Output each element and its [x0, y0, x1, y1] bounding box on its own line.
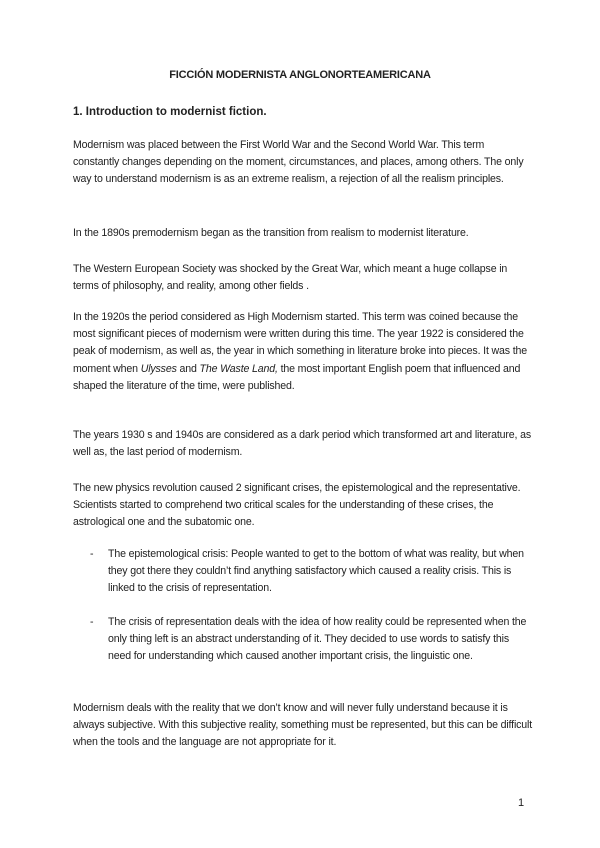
bullet-marker: - — [90, 548, 94, 560]
bullet-text-epistemological: The epistemological crisis: People wanted to get to the bottom of what was reality, but when they got there they couldn’t find anything satisfactory which caused a reality crisis. This is linked to the crisis of representation. — [108, 548, 524, 595]
page-number: 1 — [518, 797, 525, 809]
waste-land-title: The Waste Land, — [199, 362, 278, 375]
ulysses-title: Ulysses — [140, 362, 177, 375]
document-title: FICCIÓN MODERNISTA ANGLONORTEAMERICANA — [169, 69, 431, 81]
paragraph-physics-revolution: The new physics revolution caused 2 significant crises, the epistemological and the representative. Scientists started to comprehend two critical scales for the understanding of these crises, the astrological one and the subatomic one. — [73, 482, 521, 529]
paragraph-subjective-reality: Modernism deals with the reality that we don’t know and will never fully understand because it is always subjective. With this subjective reality, something must be represented, but this can be difficult when the tools and the language are not appropriate for it. — [73, 702, 533, 749]
bullet-marker: - — [90, 616, 94, 628]
paragraph-great-war: The Western European Society was shocked by the Great War, which meant a huge collapse in terms of philosophy, and reality, among other fields . — [73, 263, 508, 293]
paragraph-dark-period: The years 1930 s and 1940s are considered as a dark period which transformed art and literature, as well as, the last period of modernism. — [73, 429, 532, 459]
paragraph-modernism-definition: Modernism was placed between the First World War and the Second World War. This term constantly changes depending on the moment, circumstances, and places, among others. The only way to understand modernism is as an extreme realism, a rejection of all the realism principles. — [73, 139, 524, 186]
p4-text-end: the most important English poem that influenced and shaped the literature of the time, were published. — [73, 362, 521, 392]
section-heading: 1. Introduction to modernist fiction. — [73, 106, 267, 118]
paragraph-high-modernism — [73, 309, 533, 395]
paragraph-premodernism: In the 1890s premodernism began as the transition from realism to modernist literature. — [73, 227, 469, 239]
p4-text-start: In the 1920s the period considered as High Modernism started. This term was coined because the most significant pieces of modernism were written during this time. The year 1922 is considered the peak of modernism, as well as, the year in which something in literature broke into pieces. It was the moment when — [73, 311, 527, 375]
bullet-text-representation: The crisis of representation deals with the idea of how reality could be represented when the only thing left is an abstract understanding of it. They decided to use words to satisfy this need for understanding which caused another important crisis, the linguistic one. — [108, 616, 527, 663]
p4-text-mid: and — [176, 362, 200, 375]
